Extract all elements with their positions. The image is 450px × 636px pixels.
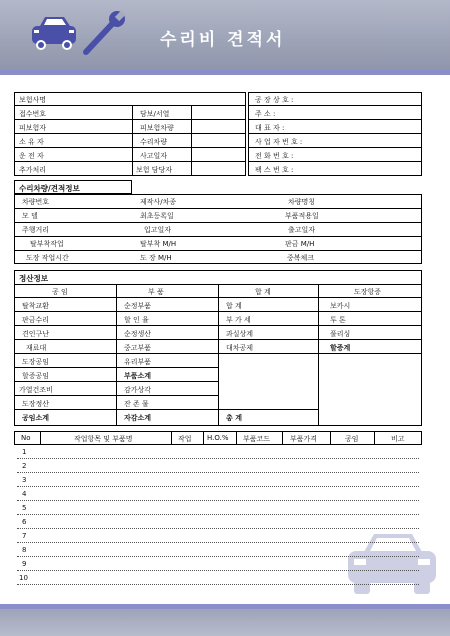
label-accident-date: 사고일자 <box>140 152 168 160</box>
car-wrench-logo-icon <box>26 10 136 58</box>
header-stripe <box>0 70 450 75</box>
total-item: 대차공제 <box>226 344 254 352</box>
items-header-no: No <box>21 434 31 442</box>
parts-item: 중고부품 <box>124 344 152 352</box>
item-row-number: 9 <box>22 560 27 568</box>
header-labor: 공 임 <box>52 288 68 296</box>
label-phone: 전 화 번 호 : <box>255 152 294 160</box>
label-owner: 소 유 자 <box>19 138 44 146</box>
parts-item: 잔 존 물 <box>124 400 149 408</box>
item-row-line <box>17 556 419 557</box>
items-header-work: 작업 <box>178 435 192 443</box>
label-mileage: 주행거리 <box>22 226 50 234</box>
label-parts-date: 부품적용일 <box>285 212 319 220</box>
item-row-number: 7 <box>22 532 27 540</box>
total-item: 과실상계 <box>226 330 254 338</box>
label-coverage: 담보/서열 <box>140 110 170 118</box>
total-item: 부 가 세 <box>226 316 251 324</box>
label-repair-vehicle: 수리차량 <box>140 138 168 146</box>
labor-subtotal: 공임소계 <box>22 414 50 422</box>
parts-item: 순정부품 <box>124 302 152 310</box>
item-row-line <box>17 514 419 515</box>
item-row-number: 6 <box>22 518 27 526</box>
label-vehicle-no: 차량번호 <box>22 198 50 206</box>
item-row-line <box>17 458 419 459</box>
label-vehicle-name: 차량명칭 <box>288 198 316 206</box>
item-row-line <box>17 570 419 571</box>
label-in-date: 입고일자 <box>144 226 172 234</box>
label-model: 모 델 <box>22 212 38 220</box>
depreciation-subtotal: 자감소계 <box>124 414 152 422</box>
labor-item: 도장정산 <box>22 400 50 408</box>
label-insurance-agent: 보험 담당자 <box>136 166 173 174</box>
items-header-remark: 비고 <box>391 435 405 443</box>
labor-item: 할증공임 <box>22 372 50 380</box>
section-title-settlement: 정산정보 <box>19 274 48 283</box>
labor-item: 견인구난 <box>22 330 50 338</box>
parts-item: 감가상각 <box>124 386 152 394</box>
label-insured: 피보험자 <box>19 124 47 132</box>
label-first-registration: 최초등록일 <box>140 212 174 220</box>
item-row-line <box>17 472 419 473</box>
item-row-line <box>17 528 419 529</box>
labor-item: 판금수리 <box>22 316 50 324</box>
label-extra: 추가처리 <box>19 166 47 174</box>
header-paint-surcharge: 도장항증 <box>354 288 382 296</box>
paint-item: 투 톤 <box>330 316 346 324</box>
label-address: 주 소 : <box>255 110 276 118</box>
label-sheet-metal-mh: 판금 M/H <box>285 240 315 248</box>
label-fax: 팩 스 번 호 : <box>255 166 294 174</box>
label-detach-work: 탈부착작업 <box>30 240 64 248</box>
header-banner <box>0 0 450 70</box>
items-header-ho: H.O.% <box>207 434 229 442</box>
label-driver: 운 전 자 <box>19 152 44 160</box>
label-duplicate-check: 중복체크 <box>287 254 315 262</box>
label-business-no: 사 업 자 번 호 : <box>255 138 303 146</box>
item-row-number: 1 <box>22 448 27 456</box>
item-row-number: 4 <box>22 490 27 498</box>
parts-subtotal: 부품소계 <box>124 372 152 380</box>
label-paint-mh: 도 장 M/H <box>140 254 172 262</box>
car-watermark-icon <box>342 526 442 598</box>
item-row-line <box>17 486 419 487</box>
items-header-part-code: 부품코드 <box>243 435 271 443</box>
label-shop-name: 공 장 상 호 : <box>255 96 294 104</box>
item-row-number: 8 <box>22 546 27 554</box>
label-detach-mh: 탈부착 M/H <box>140 240 177 248</box>
parts-item: 순정생산 <box>124 330 152 338</box>
label-receipt-no: 접수번호 <box>19 110 47 118</box>
labor-item: 도장공임 <box>22 358 50 366</box>
label-insurer: 보험사명 <box>19 96 47 104</box>
item-row-number: 5 <box>22 504 27 512</box>
paint-item: 풀리싱 <box>330 330 351 338</box>
labor-item: 가열건조비 <box>19 386 53 394</box>
grand-total: 총 계 <box>226 414 242 422</box>
item-row-number: 2 <box>22 462 27 470</box>
label-out-date: 출고일자 <box>288 226 316 234</box>
item-row-line <box>17 584 419 585</box>
parts-item: 할 인 율 <box>124 316 149 324</box>
label-maker-model: 제작사/차종 <box>140 198 177 206</box>
item-row-line <box>17 542 419 543</box>
parts-item: 유리부품 <box>124 358 152 366</box>
items-header-name: 작업항목 및 부품명 <box>74 435 133 443</box>
footer-banner <box>0 609 450 636</box>
label-representative: 대 표 자 : <box>255 124 285 132</box>
total-item: 합 계 <box>226 302 242 310</box>
item-row-line <box>17 500 419 501</box>
item-row-number: 10 <box>19 574 28 582</box>
items-header-labor: 공임 <box>345 435 359 443</box>
label-insured-vehicle: 피보험차량 <box>140 124 174 132</box>
items-header-part-price: 부품가격 <box>290 435 318 443</box>
paint-item: 보카시 <box>330 302 351 310</box>
labor-item: 탈착교환 <box>22 302 50 310</box>
section-title-repair: 수리차량/견적정보 <box>19 184 80 193</box>
labor-item: 재료대 <box>26 344 47 352</box>
page-title: 수리비 견적서 <box>160 30 286 50</box>
paint-subtotal: 할증계 <box>330 344 351 352</box>
label-paint-time: 도장 작업시간 <box>26 254 69 262</box>
header-parts: 부 품 <box>148 288 164 296</box>
header-total: 합 계 <box>255 288 271 296</box>
item-row-number: 3 <box>22 476 27 484</box>
